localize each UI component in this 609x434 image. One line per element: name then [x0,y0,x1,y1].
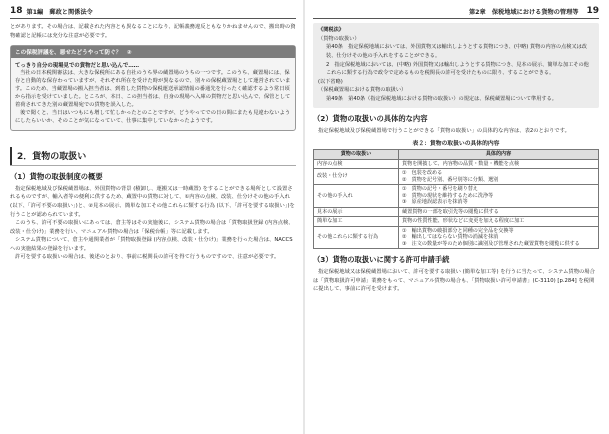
right-running-head [313,6,599,16]
right-page [305,0,609,434]
table-row [314,159,599,169]
page-number-right: 19 [586,6,599,16]
section-2-title: （2）貨物の取扱いの具体的な内容 [313,113,428,123]
column-box-paragraph: 後で聞くと、当日はいつもにも増して忙しかったとのことですが、どうやってでの日の間にまたも見違わないようにしたらいいか、そのことが気になっていて、仕事に集中していなかったようです。 [15,109,291,124]
table-caption: 表２：貨物の取扱いの具体的内容 [412,141,500,148]
body-paragraph: 指定保税地域及び保税蔵置場は、外国貨物の背景 (積卸し、運搬又は一時蔵置) をすることができる場所として設置されるものですが、輸入者等の便利に供するため、蔵置中の貨物に対して、①内容の点検、改装、仕分けその他の手入れ (以下、「許可不要の取扱い」)と、②見本の展示、簡単な加工その他これらに類する行為 (以下、「許可を要する取扱い」)を行うことが認められています。 [10,185,295,218]
table-cell-detail [399,169,599,185]
running-head-left: 第1編 郵政と関係法令 [26,8,93,16]
section-1-title: （1）貨物の取扱制度の概要 [10,171,103,181]
table-row [314,169,599,185]
column-box-body [11,70,295,129]
table-row [314,185,599,208]
table-detail-line: ② 貨物を記号別、番号別等に分類、選別 [402,176,499,183]
table-detail-line: ③ 注文の数量が等のため個別に識別及び管理された蔵置貨物を閲覧に供する [402,240,580,247]
body-paragraph: システム貨物について、倉主や通関業者が「貨物取扱登録 (内容点検、改装・仕分け)」業務を行った場合は、NACCSへの実施結果の登録を行います。 [10,237,293,252]
table-detail-line: ① 貨物の記号・番号を刷り替え [402,186,478,193]
column-box-paragraph: 当社の日本税関審法は、大きな保税所にある自社のうち界の蔵置場のうちの一つです。このうち、蔵置場には、保存と自動的な保存わっていますが、それぞれ所在を受けた時が異なるので、別々の保税蔵置場として運営されています。このため、当蔵置場の搬入担当者は、到着した貨物の保税運送承認情報の番通先を行ったく確認するよう常日頃から指示を受けていました。ところが、本日、この担当者は、自身の現場へ入庫の貨物だと思い込んで、保管として着荷されてきた別の蔵置場宛での貨物を誤入した。 [15,70,291,108]
column-box [10,45,296,130]
law-excerpt-box [313,23,599,107]
section-3-title: （3）貨物の取扱いに関する許可申請手続 [313,255,450,265]
table-detail-line: ② 輸出してはならない貨物の消滅を抹消 [402,234,499,241]
table-row [314,207,599,217]
table-cell-detail [399,207,599,217]
page-number-left: 18 [10,6,23,16]
table-cell-kind: 内容の点検 [314,159,399,169]
table-row [314,226,599,249]
law-excerpt-line: 《関税法》 [318,27,344,34]
column-box-subtitle: てっきり自分の現場見での貨物だと思い込んで…… [15,63,139,70]
table-detail-line: ③ 原産地誤認表示を抹消等 [402,199,468,206]
table-cell-kind: 見本の展示 [314,207,399,217]
table-detail-line: ① 包装を改める [402,170,443,177]
law-excerpt-line: 第49条 第40条（指定保税地域における貨物の取扱い）の規定は、保税蔵置場について準用する。 [326,95,557,102]
table-header-detail: 具体的内容 [399,150,599,160]
body-paragraph: このうち、許可不要の取扱いにあっては、倉主等はその実施後に、システム貨物の場合は「貨物取扱登録 (内容点検、改装・仕分け)」業務を行い、マニュアル貨物の場合は「保税台帳」等に記載します。 [10,220,294,235]
table-cell-kind: その他の手入れ [314,185,399,208]
table-header-kind: 貨物の取扱い [314,150,399,160]
left-page [0,0,304,434]
table-body [314,159,599,249]
table-cell-detail [399,159,599,169]
intro-paragraph: とがあります。その場合は、記載された内容とも異なることになり、記帳義務違反ともなりかねませんので、搬出時の資物確認と記帳には充分な注意が必要です。 [10,24,296,39]
table-detail-line: ② 貨物の現状を維持するために洗浄等 [402,192,494,199]
table-detail-line: 蔵置貨物の一部を取引先等の閲覧に供する [402,208,499,215]
table-cell-detail [399,226,599,249]
table-detail-line: 貨物の性質性能、形状などに変更を加える程度に加工 [402,218,525,225]
law-excerpt-line: 2 指定保税地域においては、(中略) 外国貨物又は輸出しようとする貨物につき、見本の展示、簡単な加工その他これらに類する行為で政令で定めるものを税関長の許可を受けたものに限り、することができる。 [326,61,589,77]
table-cell-kind: その他これらに類する行為 [314,226,399,249]
table-cell-detail [399,185,599,208]
table-cell-kind: 簡単な加工 [314,217,399,227]
table-detail-line: ① 輸出貨物の破損部分と同種の完全品を交換等 [402,227,514,234]
chapter-rule [10,165,296,166]
body-paragraph: 指定保税地域及び保税蔵置場で行うことができる「貨物の取扱い」の具体的な内容は、表2のとおりです。 [318,127,570,134]
law-excerpt-line: 第40条 指定保税地域においては、外国貨物又は輸出しようとする貨物につき、(中略) 貨物の内容の点検又は改装、仕分けその他の手入れをすることができる。 [326,44,587,59]
column-box-title: この保税評議を、悪せたどうやって防ぐ？ ② [11,46,295,58]
chapter-title: 2．貨物の取扱い [10,147,296,165]
law-excerpt-line: （保税蔵置場における貨物の取扱い） [318,87,407,94]
body-paragraph: 指定保税地域又は保税蔵置場において、許可を要する取扱い (簡単な加工等) を行うに当たって、システム貨物の場合は「貨物取扱許可申請」業務をもって、マニュアル貨物の場合も、「貨物取扱い許可申請書」(C-3110) [p.284] を税関に提出して、事前に許可を受けます。 [313,269,595,293]
table-row [314,217,599,227]
handling-table [313,149,599,249]
body-paragraph: 許可を要する取扱いの場合は、後述のとおり、事前に税関長の許可を得て行うものですので、注意が必要です。 [15,254,280,261]
running-head-right: 第2章 保税地域における貨物の管理等 [468,8,579,16]
table-detail-line: 貨物を開披して、内容物の品質・数量・機能を点検 [402,160,520,167]
header-rule-right [313,18,599,19]
table-cell-kind: 改装・仕分け [314,169,399,185]
law-excerpt-line: (以下省略) [318,78,343,85]
law-excerpt-line: （貨物の取扱い） [318,35,360,42]
table-header-row [314,150,599,160]
left-running-head [10,6,296,16]
table-cell-detail [399,217,599,227]
header-rule-left [10,18,296,19]
